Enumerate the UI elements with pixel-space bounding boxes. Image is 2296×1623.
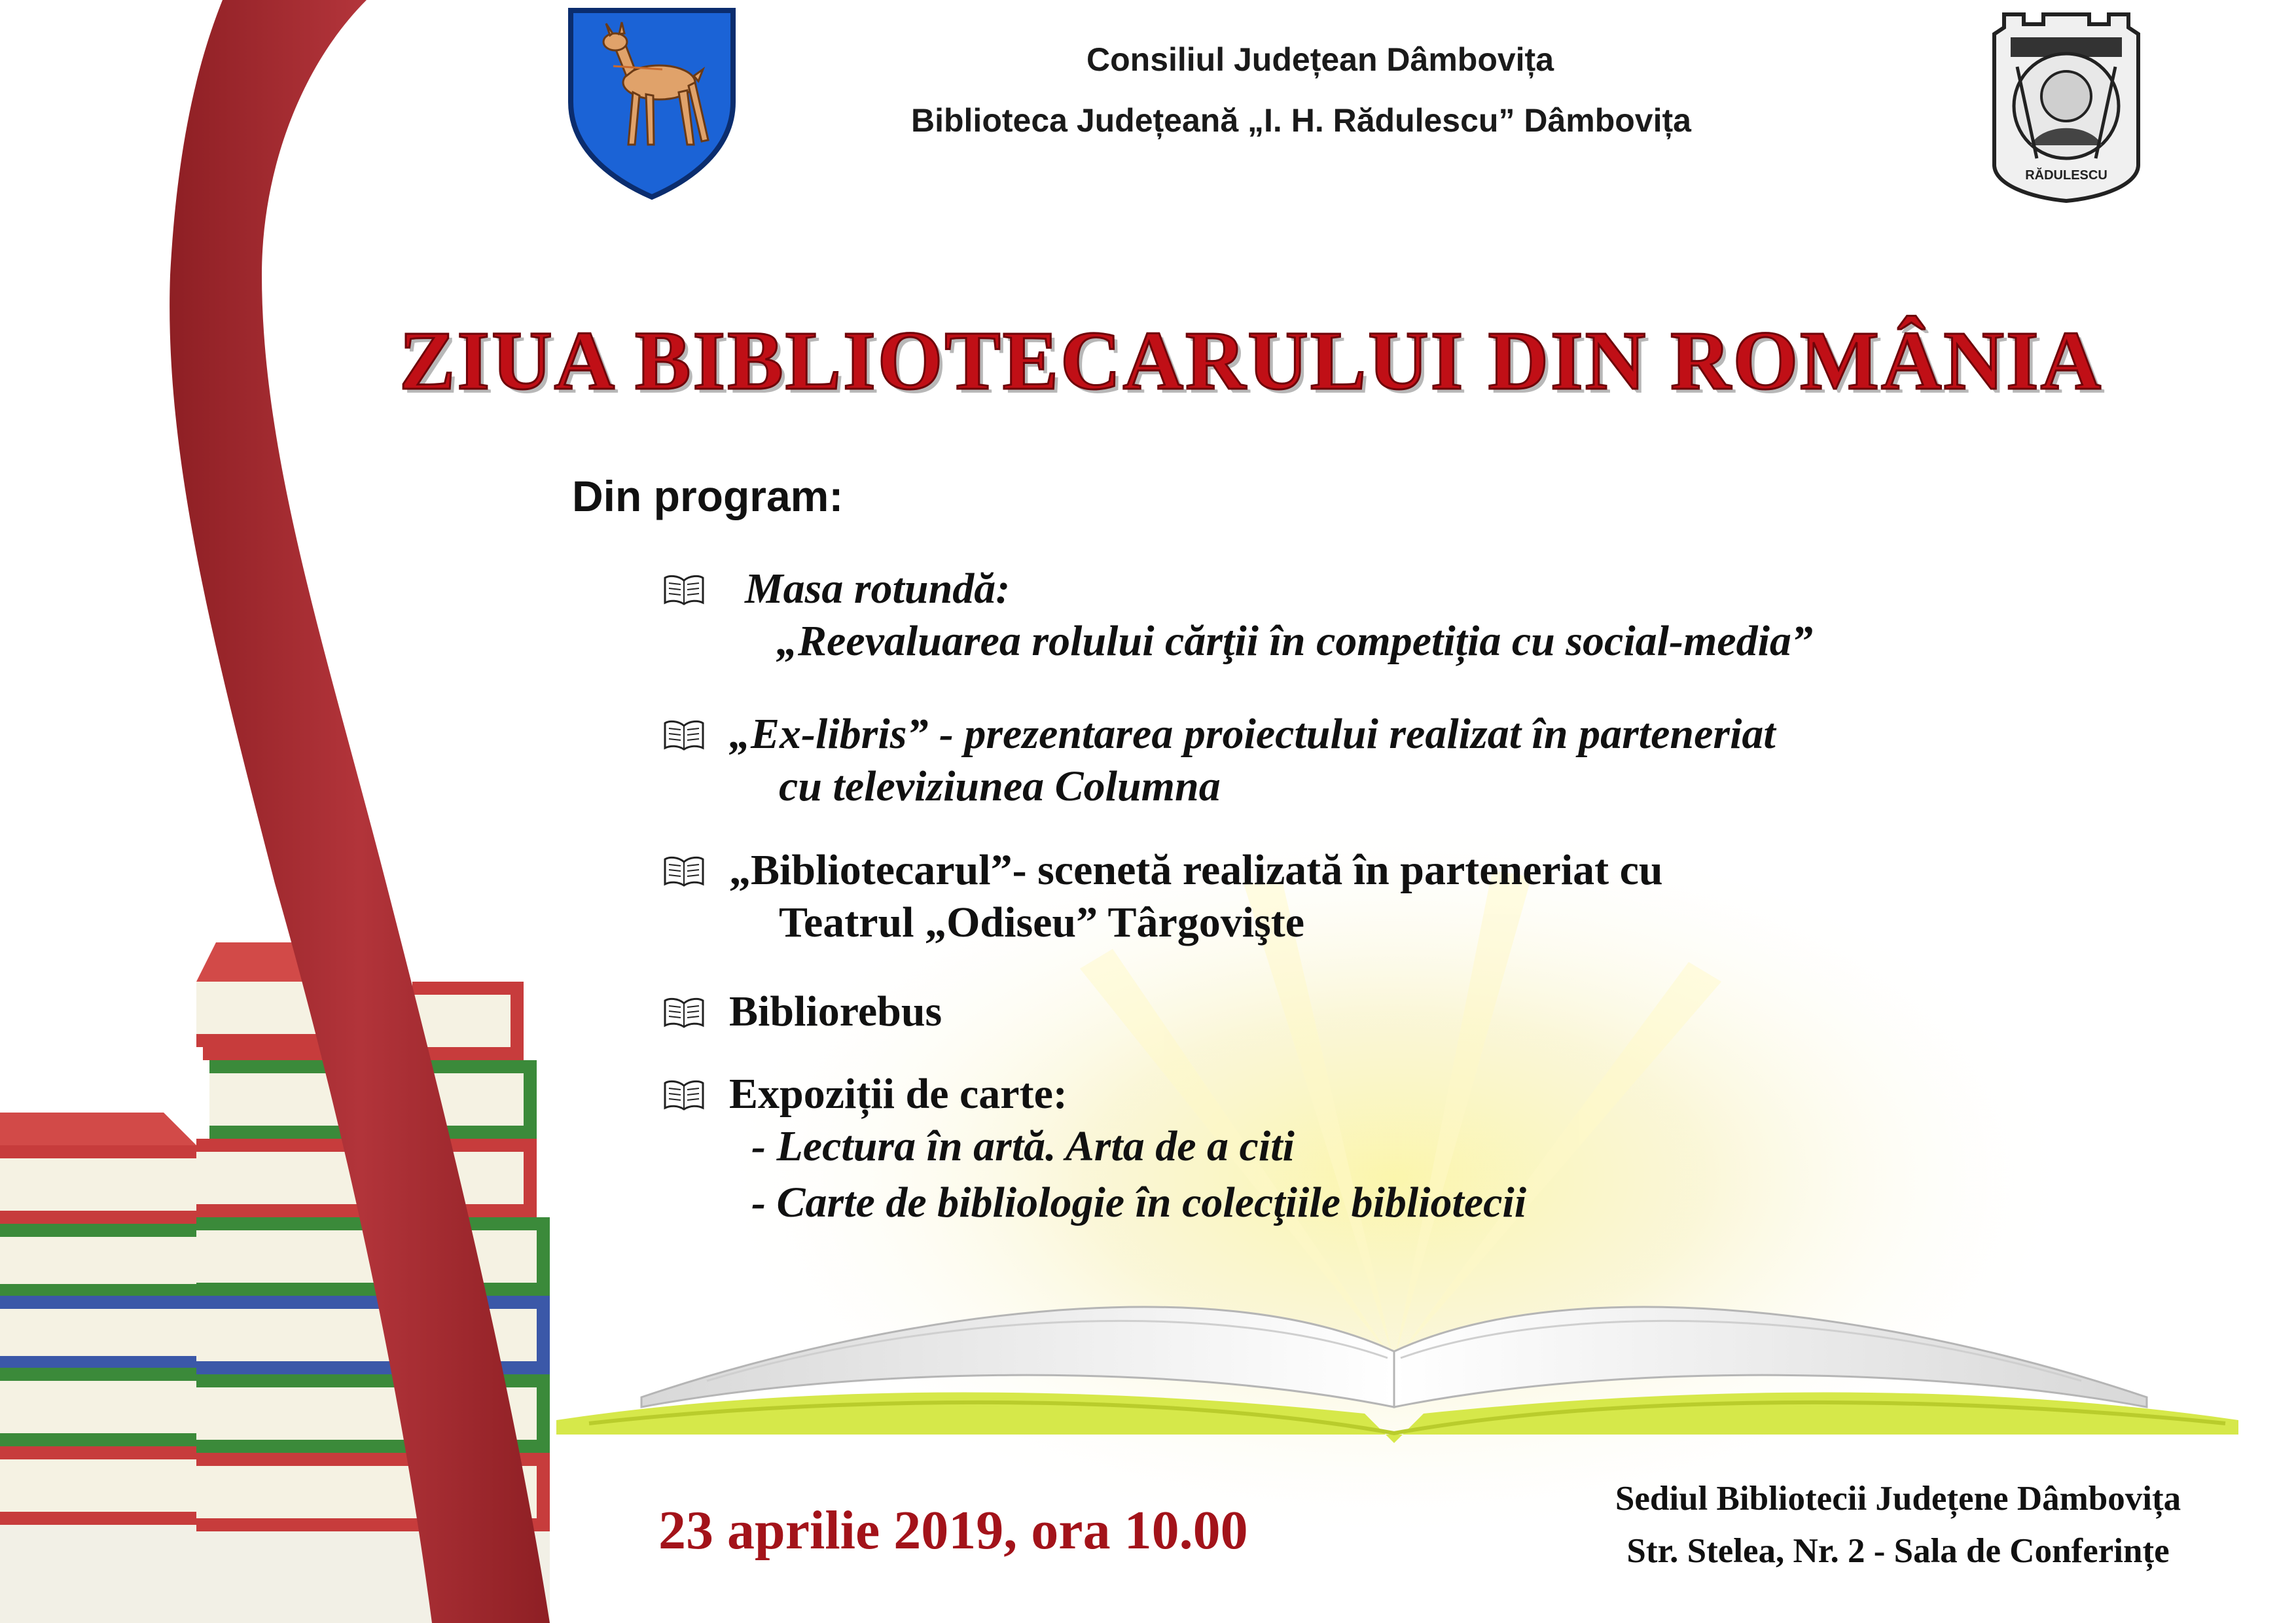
seal-lettering: RĂDULESCU xyxy=(2025,168,2108,183)
event-date: 23 aprilie 2019, ora 10.00 xyxy=(658,1500,1248,1561)
program-heading: Din program: xyxy=(572,472,844,520)
open-book-icon xyxy=(664,711,704,742)
council-name: Consiliul Județean Dâmbovița xyxy=(1086,41,1554,78)
program-item-label: Masa rotundă: xyxy=(745,565,1011,613)
library-seal-logo xyxy=(1984,8,2148,204)
book-stack-left xyxy=(0,1113,196,1623)
county-coat-of-arms xyxy=(564,4,740,200)
open-book-icon xyxy=(664,565,704,597)
page-title: ZIUA BIBLIOTECARULUI DIN ROMÂNIA xyxy=(399,314,2104,407)
program-item-label: „Ex-libris” - prezentarea proiectului realizat în parteneriat xyxy=(729,710,1776,758)
exhibition-entry: - Carte de bibliologie în colecţiile bibliotecii xyxy=(751,1179,1527,1226)
program-item-bibliorebus xyxy=(664,986,942,1038)
venue-line: Str. Stelea, Nr. 2 - Sala de Conferințe xyxy=(1626,1532,2170,1570)
open-book-icon xyxy=(664,988,704,1020)
program-item-ex-libris xyxy=(664,708,1776,760)
program-item-label: Bibliorebus xyxy=(729,988,942,1035)
open-book-icon xyxy=(664,1071,704,1102)
program-item-sketch xyxy=(664,844,1663,897)
program-item-subtitle: „Reevaluarea rolului cărţii în competiția cu social-media” xyxy=(776,617,1813,665)
program-item-continuation: Teatrul „Odiseu” Târgovişte xyxy=(779,899,1305,946)
open-book-icon xyxy=(664,847,704,878)
venue-line: Sediul Bibliotecii Județene Dâmbovița xyxy=(1615,1480,2181,1518)
portrait-icon xyxy=(2041,71,2091,121)
program-item-label: Expoziții de carte: xyxy=(729,1070,1067,1118)
program-item-round-table xyxy=(664,563,1010,615)
program-item-continuation: cu televiziunea Columna xyxy=(779,762,1221,810)
exhibition-entry: - Lectura în artă. Arta de a citi xyxy=(751,1122,1295,1170)
program-item-exhibitions xyxy=(664,1068,1067,1120)
program-item-label: „Bibliotecarul”- scenetă realizată în parteneriat cu xyxy=(729,846,1663,894)
library-name: Biblioteca Județeană „I. H. Rădulescu” Dâmbovița xyxy=(911,102,1691,139)
event-venue xyxy=(1532,1472,2265,1577)
